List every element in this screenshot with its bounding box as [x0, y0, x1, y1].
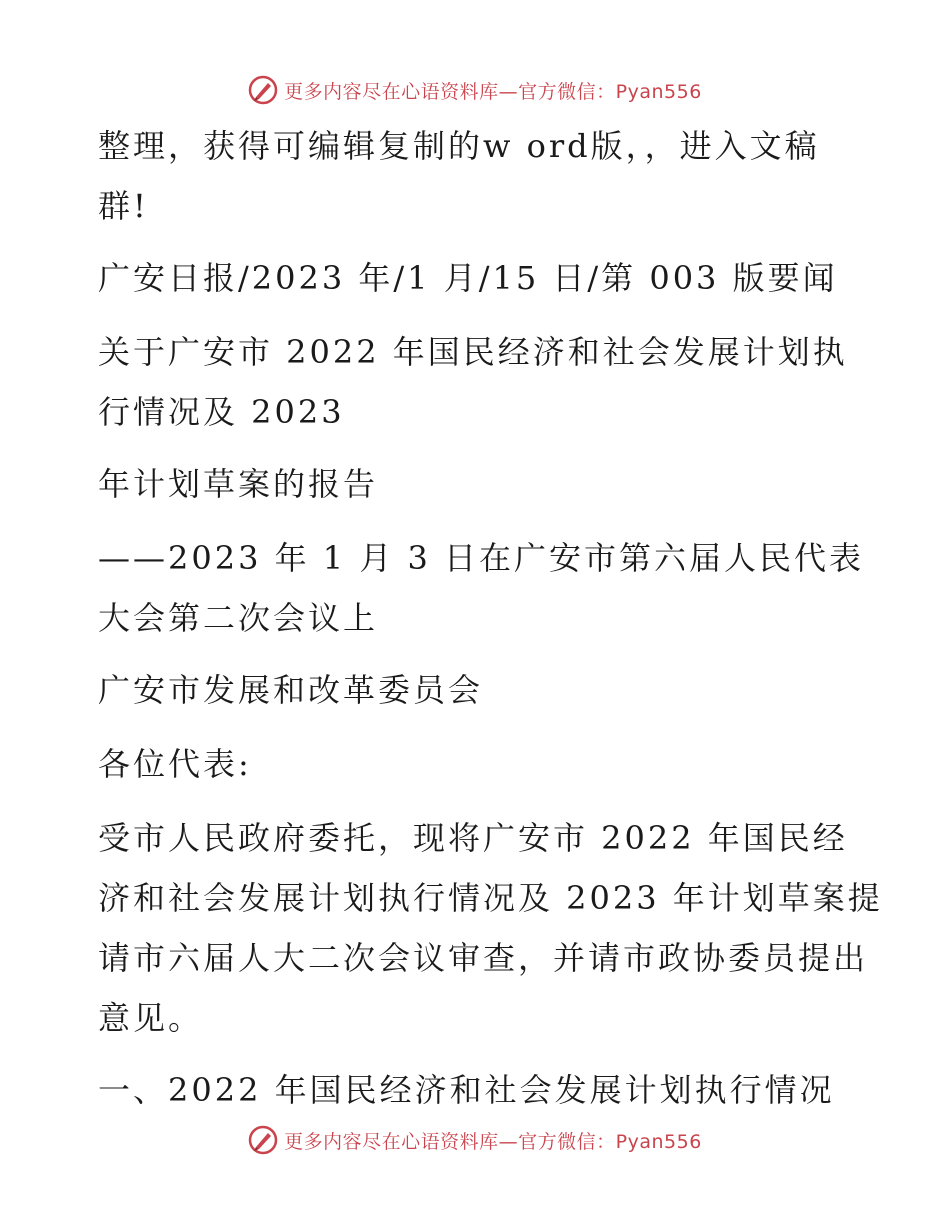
- text-line-6: 年计划草案的报告: [98, 465, 379, 503]
- text-line-14: 意见。: [98, 999, 204, 1037]
- text-line-8: 大会第二次会议上: [98, 599, 379, 637]
- pen-logo-icon: [248, 75, 278, 105]
- text-line-4: 关于广安市 2022 年国民经济和社会发展计划执: [98, 333, 848, 371]
- text-line-7: ——2023 年 1 月 3 日在广安市第六届人民代表: [98, 539, 865, 577]
- text-line-2: 群!: [98, 187, 149, 225]
- watermark-header: [0, 70, 950, 110]
- watermark-footer: [0, 1120, 950, 1160]
- text-line-12: 济和社会发展计划执行情况及 2023 年计划草案提: [98, 879, 883, 917]
- text-line-5: 行情况及 2023: [98, 393, 345, 431]
- text-line-15: 一、2022 年国民经济和社会发展计划执行情况: [98, 1071, 835, 1109]
- text-line-3: 广安日报/2023 年/1 月/15 日/第 003 版要闻: [98, 259, 838, 297]
- watermark-text: 更多内容尽在心语资料库—官方微信：Pyan556: [284, 1130, 702, 1153]
- text-line-11: 受市人民政府委托，现将广安市 2022 年国民经: [98, 819, 848, 857]
- text-line-9: 广安市发展和改革委员会: [98, 671, 484, 709]
- watermark-text: 更多内容尽在心语资料库—官方微信：Pyan556: [284, 80, 702, 103]
- text-line-10: 各位代表:: [98, 745, 252, 783]
- text-line-1: 整理，获得可编辑复制的w ord版，，进入文稿: [98, 127, 820, 165]
- pen-logo-icon: [248, 1125, 278, 1155]
- text-line-13: 请市六届人大二次会议审查，并请市政协委员提出: [98, 939, 869, 977]
